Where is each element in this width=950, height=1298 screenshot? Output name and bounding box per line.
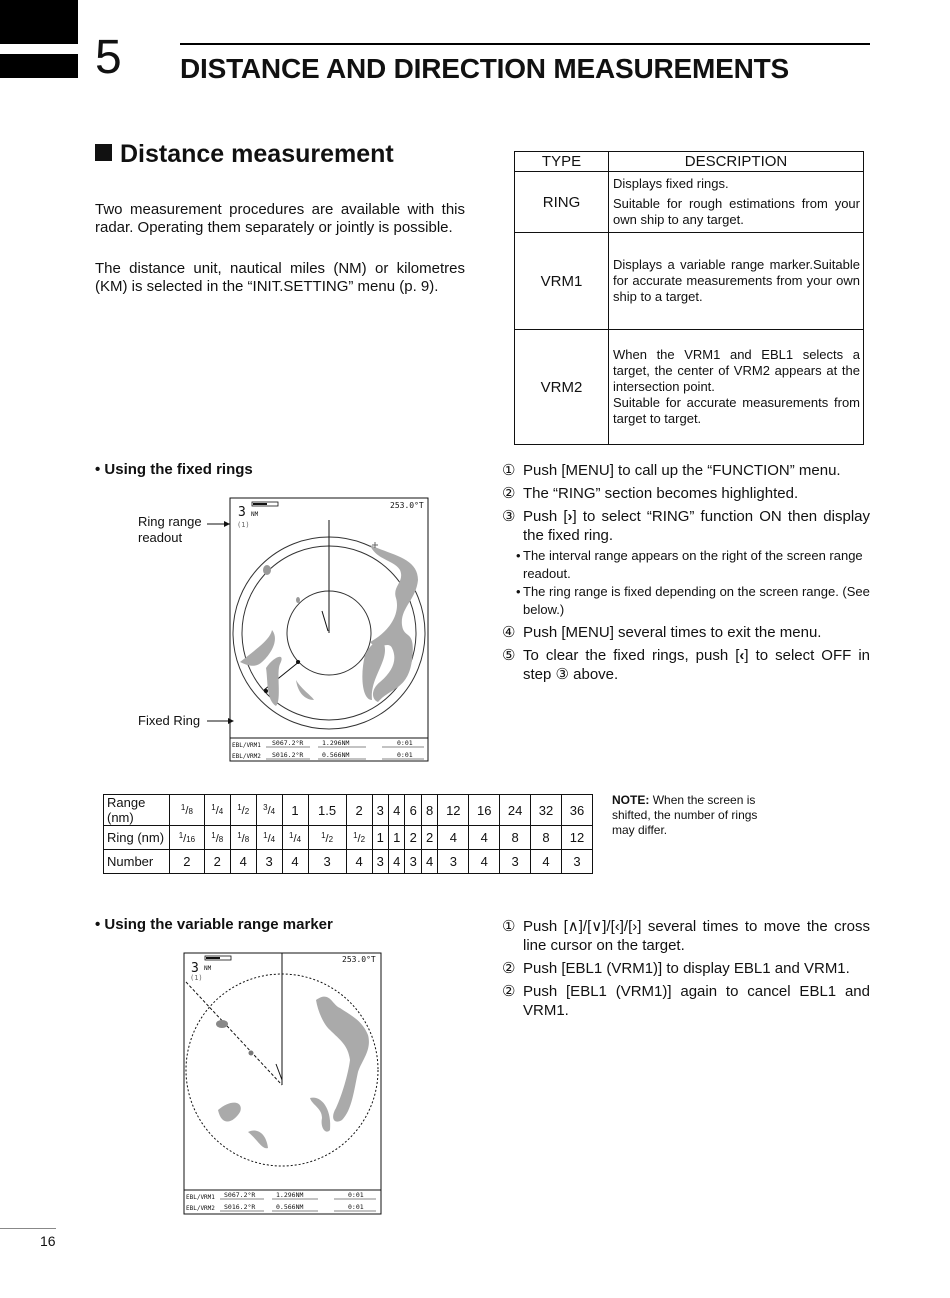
table-cell: $^1$/16 xyxy=(170,826,205,850)
step-number: ② xyxy=(502,485,516,502)
description-cell xyxy=(609,172,864,233)
table-cell: 8 xyxy=(421,795,437,826)
page-number: 16 xyxy=(40,1233,56,1249)
fraction-numerator: 1 xyxy=(353,830,358,840)
step-item xyxy=(502,484,870,503)
vrm-time: 0:01 xyxy=(348,1203,364,1211)
ebl-bearing: S067.2°R xyxy=(272,739,304,747)
table-cell: $^1$/8 xyxy=(204,826,230,850)
fraction-denominator: 4 xyxy=(218,807,224,816)
description-line: Suitable for accurate measurements from target to target. xyxy=(613,395,860,426)
table-cell: 4 xyxy=(438,826,469,850)
description-cell xyxy=(609,330,864,445)
fixed-ring-label: Fixed Ring xyxy=(138,713,201,728)
step-item xyxy=(502,623,870,642)
fraction-denominator: 16 xyxy=(186,834,196,844)
range-unit: NM xyxy=(251,511,259,518)
table-header-row xyxy=(515,152,864,172)
radar-screen-vrm xyxy=(182,952,384,1216)
radar-screen-fixed-rings xyxy=(205,497,431,763)
ebl-bearing: S067.2°R xyxy=(224,1191,256,1199)
vrm-distance: 0.566NM xyxy=(322,751,350,759)
table-header: DESCRIPTION xyxy=(609,152,864,172)
table-cell: 3 xyxy=(500,850,531,874)
type-cell: VRM1 xyxy=(515,233,609,330)
table-cell: 8 xyxy=(531,826,562,850)
fraction-denominator: 8 xyxy=(244,834,250,844)
table-cell: 2 xyxy=(170,850,205,874)
step-number: ⑤ xyxy=(502,647,516,664)
ebl-label: EBL/VRM1 xyxy=(232,742,261,749)
table-cell: 4 xyxy=(469,850,500,874)
fraction-numerator: 1 xyxy=(180,803,186,812)
ebl-distance: 1.296NM xyxy=(276,1191,304,1199)
type-cell: VRM2 xyxy=(515,330,609,445)
row-label: Range (nm) xyxy=(104,795,170,826)
table-cell: 3 xyxy=(372,795,388,826)
description-line: When the VRM1 and EBL1 selects a target, the center of VRM2 appears at the intersection point. xyxy=(613,347,860,394)
step-item xyxy=(502,507,870,545)
table-cell: 4 xyxy=(230,850,256,874)
step-text: Push [ xyxy=(523,508,568,525)
range-table xyxy=(103,794,593,874)
table-cell: 36 xyxy=(561,795,592,826)
step-text: Push [MENU] to call up the “FUNCTION” menu. xyxy=(523,462,841,479)
heading-readout: 253.0°T xyxy=(390,501,424,510)
description-line: Displays a variable range marker.Suitable for accurate measurements from your own ship to a target. xyxy=(613,257,860,304)
step-text: Push [MENU] several times to exit the menu. xyxy=(523,624,822,641)
subsection-title: • Using the fixed rings xyxy=(95,461,253,478)
note xyxy=(612,793,762,838)
vrm-time: 0:01 xyxy=(397,751,413,759)
table-cell: 3 xyxy=(308,850,346,874)
fraction-denominator: 8 xyxy=(218,834,224,844)
table-cell: 1 xyxy=(389,826,405,850)
bullet-text: The ring range is fixed depending on the screen range. (See below.) xyxy=(523,584,870,617)
description-line: Displays fixed rings. xyxy=(613,176,729,191)
fraction-numerator: 1 xyxy=(289,830,294,840)
table-cell: $^1$/4 xyxy=(204,795,230,826)
range-unit: NM xyxy=(204,965,212,972)
step-number: ① xyxy=(502,918,516,935)
vrm-distance: 0.566NM xyxy=(276,1203,304,1211)
table-cell: $^1$/8 xyxy=(230,826,256,850)
step-item xyxy=(502,959,870,978)
chapter-tab-block xyxy=(0,54,78,78)
ebl-time: 0:01 xyxy=(397,739,413,747)
fraction-denominator: 4 xyxy=(296,834,302,844)
bullet-item: • The ring range is fixed depending on the screen range. (See below.) xyxy=(516,584,870,617)
table-cell: $^1$/2 xyxy=(230,795,256,826)
ebl-time: 0:01 xyxy=(348,1191,364,1199)
chapter-tab-block xyxy=(0,0,78,44)
table-cell: 3 xyxy=(438,850,469,874)
table-cell: 4 xyxy=(421,850,437,874)
fraction-denominator: 8 xyxy=(188,807,193,816)
table-cell: 1 xyxy=(372,826,388,850)
row-label: Number xyxy=(104,850,170,874)
range-readout: 3 xyxy=(191,961,199,976)
fraction-numerator: 1 xyxy=(237,803,242,812)
fixed-rings-steps xyxy=(502,461,870,688)
step-item xyxy=(502,917,870,955)
range-readout: 3 xyxy=(238,505,246,520)
fraction-numerator: 1 xyxy=(263,830,268,840)
fraction-denominator: 4 xyxy=(270,834,276,844)
table-cell: 4 xyxy=(282,850,308,874)
table-cell: 32 xyxy=(531,795,562,826)
table-cell: $^1$/2 xyxy=(308,826,346,850)
vrm-steps xyxy=(502,917,870,1024)
table-cell: 6 xyxy=(405,795,421,826)
step-text: The “RING” section becomes highlighted. xyxy=(523,485,799,502)
intro-paragraph: Two measurement procedures are available with this radar. Operating them separately or jointly is possible. xyxy=(95,201,465,236)
step-text: ] to select OFF in step ③ above. xyxy=(523,647,870,683)
step-text: Push [EBL1 (VRM1)] to display EBL1 and VRM1. xyxy=(523,960,850,977)
step-text: ] to select “RING” function ON then display the fixed ring. xyxy=(523,508,870,544)
bullet-text: The interval range appears on the right of the screen range readout. xyxy=(523,548,863,581)
table-row xyxy=(515,233,864,330)
table-cell: 1.5 xyxy=(308,795,346,826)
type-table xyxy=(514,151,864,445)
ebl-label: EBL/VRM1 xyxy=(186,1194,215,1201)
chapter-number: 5 xyxy=(95,31,122,84)
section-title xyxy=(95,138,394,170)
step-number: ② xyxy=(502,983,516,1000)
step-text: Push [EBL1 (VRM1)] again to cancel EBL1 and VRM1. xyxy=(523,983,870,1019)
table-cell: $^1$/2 xyxy=(346,826,372,850)
square-bullet-icon xyxy=(95,144,112,161)
fraction-numerator: 1 xyxy=(237,830,242,840)
table-header: TYPE xyxy=(515,152,609,172)
fraction-denominator: 2 xyxy=(244,807,250,816)
table-cell: 3 xyxy=(372,850,388,874)
left-key-icon: ‹ xyxy=(739,647,745,664)
row-label: Ring (nm) xyxy=(104,826,170,850)
table-cell: 4 xyxy=(389,850,405,874)
table-cell: $^1$/4 xyxy=(282,826,308,850)
table-row xyxy=(515,330,864,445)
description-cell xyxy=(609,233,864,330)
heading-readout: 253.0°T xyxy=(342,955,376,964)
table-cell: 12 xyxy=(561,826,592,850)
step-number: ③ xyxy=(502,508,516,525)
table-cell: 8 xyxy=(500,826,531,850)
step-text: To clear the fixed rings, push [ xyxy=(523,647,740,664)
step-number: ② xyxy=(502,960,516,977)
table-cell: 3 xyxy=(256,850,282,874)
ring-interval-readout: (1) xyxy=(237,521,250,529)
right-key-icon: › xyxy=(567,508,573,525)
table-row xyxy=(104,850,593,874)
ebl-distance: 1.296NM xyxy=(322,739,350,747)
description-line: Suitable for rough estimations from your own ship to any target. xyxy=(613,196,860,227)
fraction-denominator: 2 xyxy=(328,834,334,844)
table-cell: 1 xyxy=(282,795,308,826)
table-row xyxy=(515,172,864,233)
intro-paragraph: The distance unit, nautical miles (NM) or kilometres (KM) is selected in the “INIT.SETTING” menu (p. 9). xyxy=(95,260,465,295)
table-cell: 2 xyxy=(405,826,421,850)
vrm-label: EBL/VRM2 xyxy=(232,753,261,760)
table-cell: 4 xyxy=(389,795,405,826)
fraction-numerator: 3 xyxy=(263,803,268,812)
fraction-denominator: 4 xyxy=(270,807,276,816)
table-cell: $^1$/4 xyxy=(256,826,282,850)
note-text: When the screen is shifted, the number of rings may differ. xyxy=(612,793,758,837)
step-item xyxy=(502,461,870,480)
type-cell: RING xyxy=(515,172,609,233)
vrm-label: EBL/VRM2 xyxy=(186,1205,215,1212)
table-row xyxy=(104,795,593,826)
fraction-numerator: 1 xyxy=(211,803,216,812)
section-title-text: Distance measurement xyxy=(120,140,394,168)
fraction-numerator: 1 xyxy=(211,830,216,840)
ring-range-readout-label: Ring range readout xyxy=(138,514,202,545)
table-cell: 2 xyxy=(346,795,372,826)
table-cell: 3 xyxy=(561,850,592,874)
table-cell: $^3$/4 xyxy=(256,795,282,826)
fraction-numerator: 1 xyxy=(178,830,184,840)
step-item xyxy=(502,982,870,1020)
table-cell: 12 xyxy=(438,795,469,826)
step-item xyxy=(502,646,870,684)
bullet-item: • The interval range appears on the right of the screen range readout. xyxy=(516,548,863,581)
ring-interval-readout: (1) xyxy=(190,974,203,982)
footer-rule xyxy=(0,1228,56,1229)
step-text: Push [∧]/[∨]/[‹]/[›] several times to move the cross line cursor on the target. xyxy=(523,918,870,954)
table-cell: 4 xyxy=(531,850,562,874)
table-cell: 2 xyxy=(421,826,437,850)
table-cell: 3 xyxy=(405,850,421,874)
vrm-bearing: S016.2°R xyxy=(272,751,304,759)
note-label: NOTE: xyxy=(612,793,650,807)
table-cell: 2 xyxy=(204,850,230,874)
table-cell: $^1$/8 xyxy=(170,795,205,826)
fraction-denominator: 2 xyxy=(360,834,366,844)
table-cell: 16 xyxy=(469,795,500,826)
vrm-bearing: S016.2°R xyxy=(224,1203,256,1211)
header-rule xyxy=(180,43,870,45)
subsection-title: • Using the variable range marker xyxy=(95,916,333,933)
table-row xyxy=(104,826,593,850)
table-cell: 4 xyxy=(469,826,500,850)
table-cell: 4 xyxy=(346,850,372,874)
step-number: ④ xyxy=(502,624,516,641)
table-cell: 24 xyxy=(500,795,531,826)
step-number: ① xyxy=(502,462,516,479)
chapter-title: DISTANCE AND DIRECTION MEASUREMENTS xyxy=(180,53,790,84)
fraction-numerator: 1 xyxy=(321,830,326,840)
